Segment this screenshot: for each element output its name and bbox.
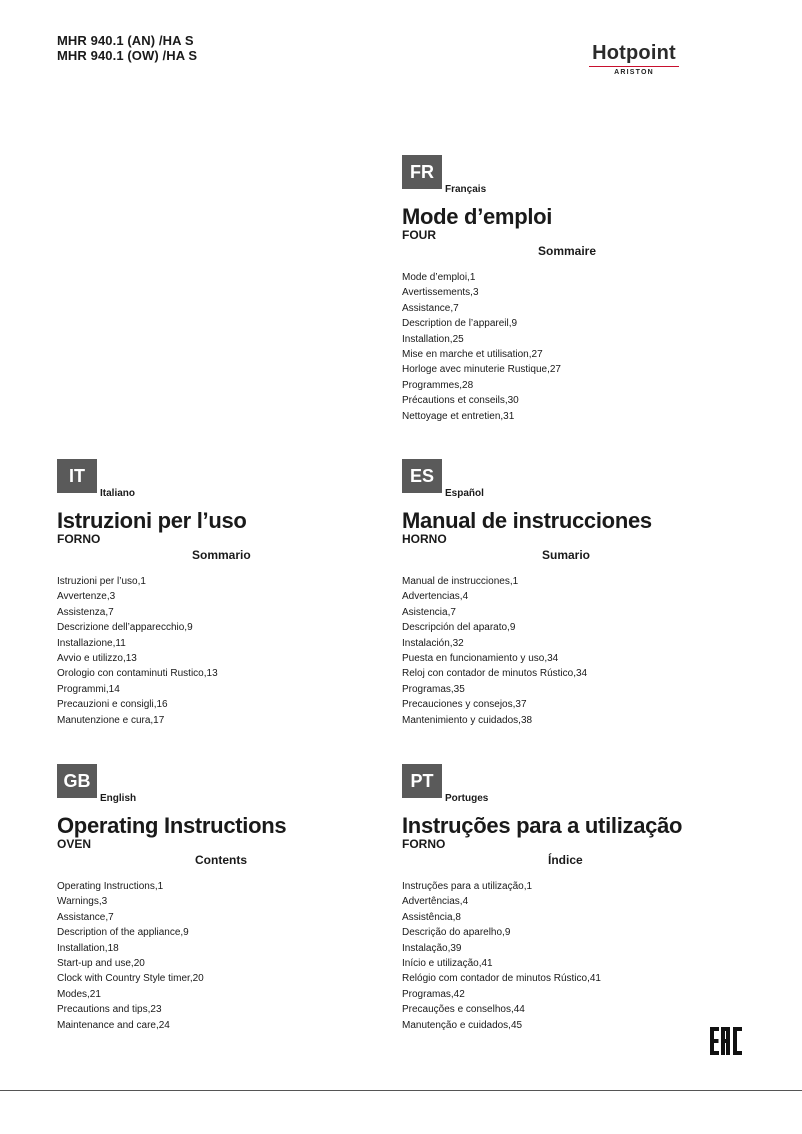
toc-heading: Índice — [548, 853, 583, 867]
toc-item: Maintenance and care,24 — [57, 1019, 170, 1031]
toc-item: Warnings,3 — [57, 896, 108, 908]
toc-item: Instalação,39 — [402, 942, 462, 954]
language-name: Français — [445, 184, 487, 195]
toc-item: Advertencias,4 — [402, 591, 469, 603]
toc-item: Advertências,4 — [402, 896, 469, 908]
toc-item: Horloge avec minuterie Rustique,27 — [402, 364, 561, 376]
appliance-type: FORNO — [57, 532, 101, 546]
toc-item: Orologio con contaminuti Rustico,13 — [57, 668, 218, 680]
toc-item: Avvio e utilizzo,13 — [57, 653, 137, 665]
toc-item: Istruzioni per l’uso,1 — [57, 576, 146, 587]
toc-item: Precauciones y consejos,37 — [402, 699, 527, 711]
toc-item: Description of the appliance,9 — [57, 927, 189, 939]
toc-item: Assistance,7 — [57, 911, 114, 923]
language-name: Italiano — [100, 488, 136, 499]
toc-item: Manutenção e cuidados,45 — [402, 1019, 523, 1031]
language-name: Español — [445, 488, 484, 499]
toc-list — [402, 574, 732, 728]
manual-title: Operating Instructions — [57, 813, 287, 838]
model-number: MHR 940.1 (OW) /HA S — [57, 48, 198, 63]
toc-item: Installazione,11 — [57, 637, 126, 649]
toc-item: Mode d’emploi,1 — [402, 272, 476, 283]
toc-item: Relógio com contador de minutos Rústico,41 — [402, 973, 601, 985]
toc-item: Assistance,7 — [402, 302, 459, 314]
appliance-type: HORNO — [402, 532, 447, 546]
section-gb — [57, 764, 387, 1033]
toc-item: Manutenzione e cura,17 — [57, 714, 165, 726]
section-fr — [402, 155, 732, 424]
toc-item: Assistenza,7 — [57, 606, 114, 618]
toc-heading: Sommario — [192, 548, 251, 562]
toc-item: Asistencia,7 — [402, 606, 456, 618]
brand-name: Hotpoint — [592, 42, 676, 64]
toc-item: Descrição do aparelho,9 — [402, 927, 511, 939]
section-pt — [402, 764, 732, 1033]
manual-title: Istruzioni per l’uso — [57, 508, 247, 533]
toc-item: Início e utilização,41 — [402, 958, 493, 970]
toc-heading: Sommaire — [538, 244, 597, 258]
language-header — [402, 459, 732, 499]
brand-subname: ARISTON — [614, 69, 654, 76]
manual-title: Mode d’emploi — [402, 204, 553, 229]
toc-item: Instruções para a utilização,1 — [402, 881, 533, 892]
eac-mark-icon — [709, 1026, 743, 1061]
toc-item: Precauções e conselhos,44 — [402, 1004, 525, 1016]
toc-item: Programmes,28 — [402, 379, 474, 391]
toc-item: Description de l’appareil,9 — [402, 318, 518, 330]
appliance-type: FOUR — [402, 228, 436, 242]
toc-item: Avvertenze,3 — [57, 591, 116, 603]
model-number: MHR 940.1 (AN) /HA S — [57, 33, 194, 48]
toc-item: Precauzioni e consigli,16 — [57, 699, 168, 711]
toc-item: Precautions and tips,23 — [57, 1004, 162, 1016]
appliance-type: OVEN — [57, 837, 92, 851]
toc-item: Programas,42 — [402, 988, 465, 1000]
toc-item: Modes,21 — [57, 988, 101, 1000]
toc-item: Programmi,14 — [57, 683, 120, 695]
section-it — [57, 459, 387, 728]
toc-item: Manual de instrucciones,1 — [402, 576, 519, 587]
language-name: Portuges — [445, 793, 489, 804]
toc-item: Reloj con contador de minutos Rústico,34 — [402, 668, 588, 680]
language-name: English — [100, 793, 137, 804]
toc-item: Installation,18 — [57, 942, 119, 954]
model-numbers — [57, 33, 197, 63]
toc-item: Programas,35 — [402, 683, 465, 695]
language-header — [57, 764, 387, 804]
toc-item: Descrizione dell’apparecchio,9 — [57, 622, 193, 634]
toc-heading: Contents — [195, 853, 247, 867]
toc-list — [402, 270, 732, 424]
toc-item: Puesta en funcionamiento y uso,34 — [402, 653, 559, 665]
language-badge: GB — [57, 764, 97, 798]
language-header — [402, 764, 732, 804]
toc-heading: Sumario — [542, 548, 591, 562]
language-badge: IT — [57, 459, 97, 493]
toc-item: Clock with Country Style timer,20 — [57, 973, 204, 985]
language-header — [402, 155, 732, 195]
toc-item: Nettoyage et entretien,31 — [402, 410, 515, 422]
toc-item: Installation,25 — [402, 333, 464, 345]
manual-title: Manual de instrucciones — [402, 508, 652, 533]
toc-item: Start-up and use,20 — [57, 958, 145, 970]
language-badge: ES — [402, 459, 442, 493]
toc-item: Mantenimiento y cuidados,38 — [402, 714, 533, 726]
bottom-rule — [0, 1090, 802, 1091]
brand-logo — [585, 42, 683, 76]
toc-list — [402, 879, 732, 1033]
toc-item: Assistência,8 — [402, 911, 461, 923]
toc-item: Précautions et conseils,30 — [402, 395, 519, 407]
language-badge: PT — [402, 764, 442, 798]
section-es — [402, 459, 732, 728]
logo-rule — [589, 66, 679, 67]
toc-item: Instalación,32 — [402, 637, 464, 649]
appliance-type: FORNO — [402, 837, 446, 851]
toc-item: Mise en marche et utilisation,27 — [402, 349, 543, 361]
toc-item: Operating Instructions,1 — [57, 881, 164, 892]
language-header — [57, 459, 387, 499]
language-badge: FR — [402, 155, 442, 189]
toc-list — [57, 879, 387, 1033]
toc-item: Avertissements,3 — [402, 287, 479, 299]
manual-title: Instruções para a utilização — [402, 813, 683, 838]
toc-item: Descripción del aparato,9 — [402, 622, 516, 634]
toc-list — [57, 574, 387, 728]
